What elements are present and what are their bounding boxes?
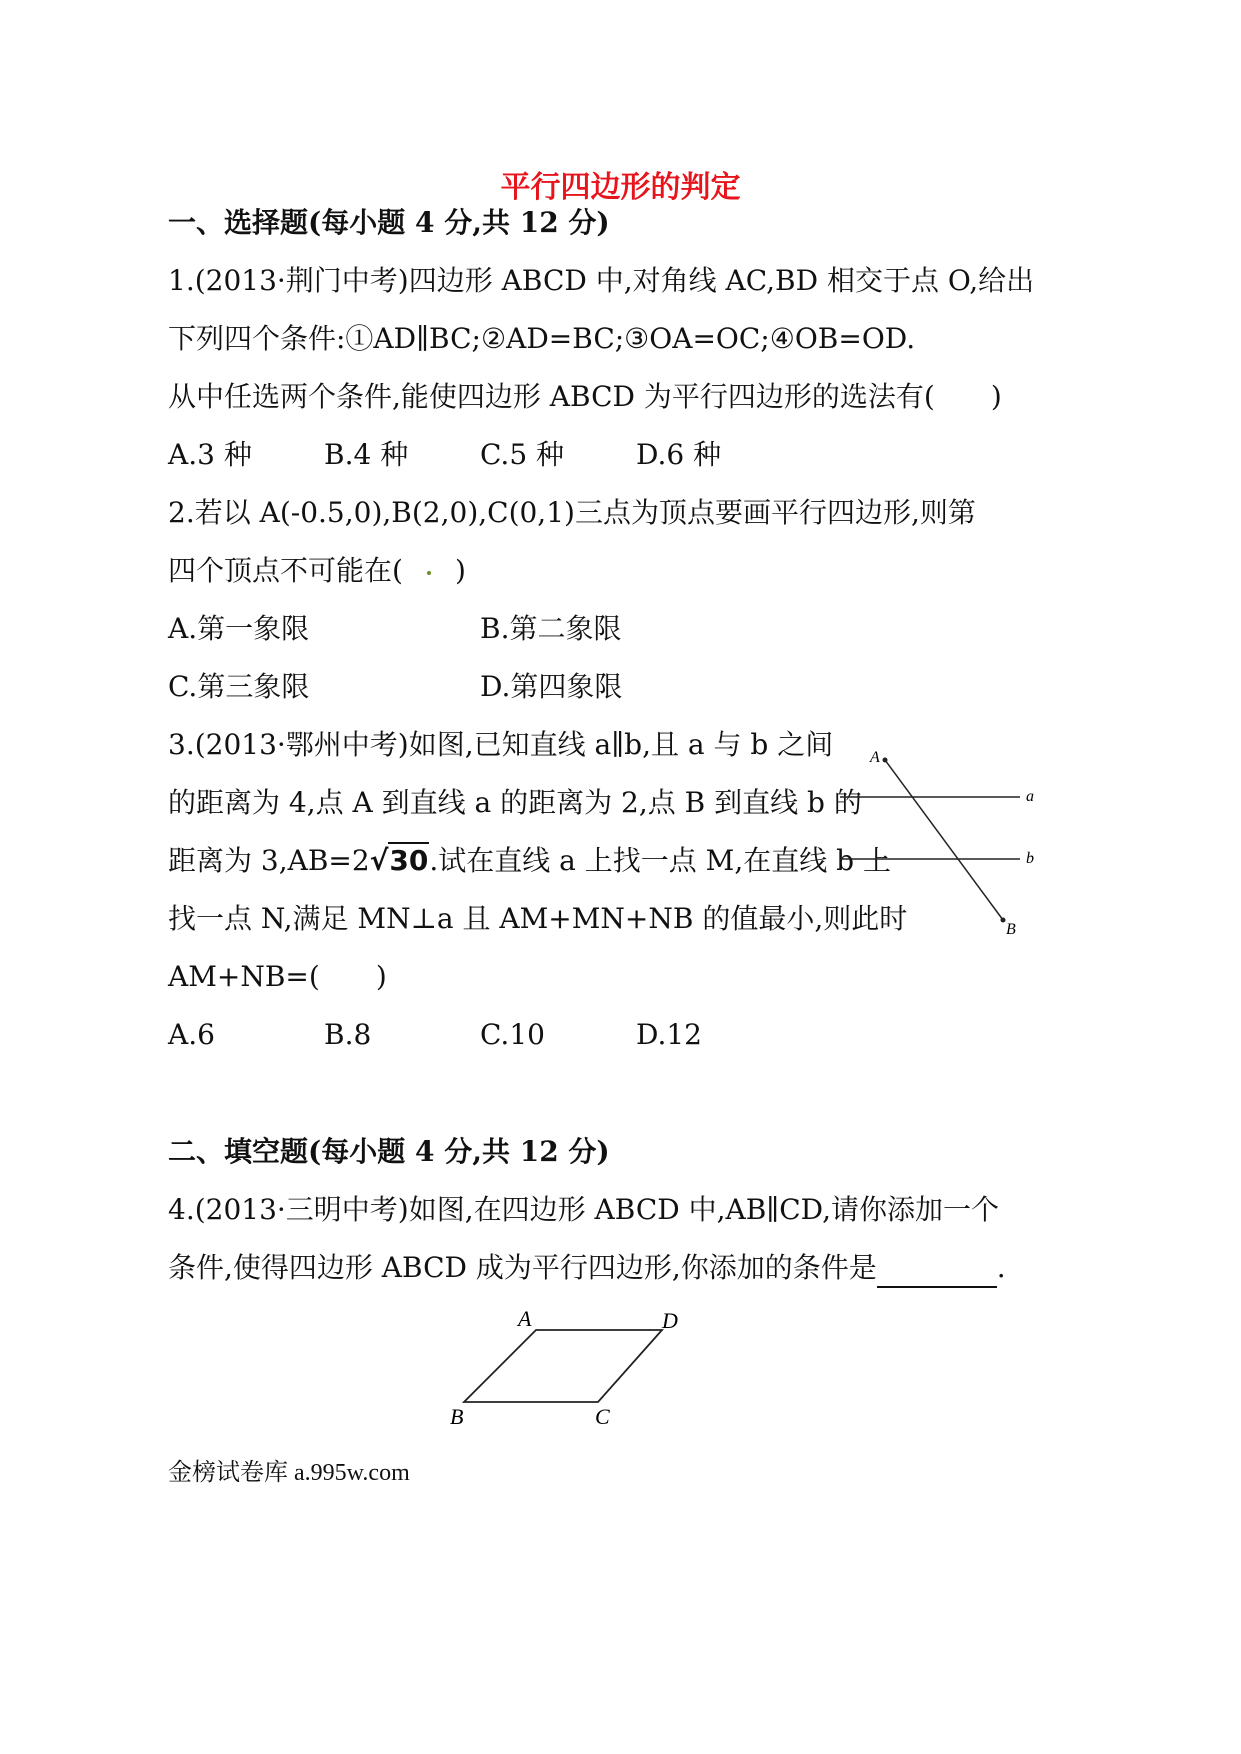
section-heading-fill: 二、填空题(每小题 4 分,共 12 分) <box>168 1135 610 1168</box>
label-vertex-d: D <box>662 1308 678 1333</box>
q4-line2-before: 条件,使得四边形 ABCD 成为平行四边形,你添加的条件是 <box>168 1251 877 1284</box>
q3-line3 <box>168 841 891 881</box>
sqrt-radicand: 30 <box>389 844 429 877</box>
q2-line1: 2.若以 A(-0.5,0),B(2,0),C(0,1)三点为顶点要画平行四边形,则第 <box>168 496 976 529</box>
q3-option-a: A.6 <box>168 1018 215 1051</box>
q2-option-a: A.第一象限 <box>168 612 310 645</box>
q3-line2: 的距离为 4,点 A 到直线 a 的距离为 2,点 B 到直线 b 的 <box>168 786 862 819</box>
q3-option-d: D.12 <box>636 1018 702 1051</box>
q4-line2-after: . <box>996 1251 1006 1284</box>
q4-figure-parallelogram <box>440 1300 700 1440</box>
q2-line2-before: 四个顶点不可能在( <box>168 554 403 587</box>
q3-line5: AM+NB=( ) <box>168 960 387 993</box>
label-vertex-b: B <box>450 1404 464 1429</box>
sqrt-expression <box>370 841 430 881</box>
q1-option-b: B.4 种 <box>324 438 409 471</box>
sqrt-sign: √ <box>369 844 389 877</box>
point-b-dot <box>1001 918 1006 923</box>
q1-line1: 1.(2013·荆门中考)四边形 ABCD 中,对角线 AC,BD 相交于点 O,给出 <box>168 264 1035 297</box>
q1-option-d: D.6 种 <box>636 438 722 471</box>
parallelogram-abcd <box>464 1330 662 1402</box>
q1-line3: 从中任选两个条件,能使四边形 ABCD 为平行四边形的选法有( ) <box>168 380 1002 413</box>
label-point-b: B <box>1006 921 1016 938</box>
label-line-b: b <box>1026 850 1034 867</box>
q3-option-b: B.8 <box>324 1018 372 1051</box>
label-vertex-a: A <box>518 1306 532 1331</box>
q3-line3-before: 距离为 3,AB=2 <box>168 844 370 877</box>
q1-option-c: C.5 种 <box>480 438 565 471</box>
q2-line2 <box>168 551 466 591</box>
q1-line2: 下列四个条件:①AD∥BC;②AD=BC;③OA=OC;④OB=OD. <box>168 322 916 355</box>
q2-option-d: D.第四象限 <box>480 670 623 703</box>
label-point-a: A <box>870 749 880 766</box>
stray-dot-mark <box>427 571 431 575</box>
q3-line1: 3.(2013·鄂州中考)如图,已知直线 a∥b,且 a 与 b 之间 <box>168 728 834 761</box>
answer-blank[interactable] <box>877 1256 997 1288</box>
label-vertex-c: C <box>595 1404 610 1429</box>
q4-line1: 4.(2013·三明中考)如图,在四边形 ABCD 中,AB∥CD,请你添加一个 <box>168 1193 1000 1226</box>
q3-line3-after: .试在直线 a 上找一点 M,在直线 b 上 <box>429 844 891 877</box>
section-heading-choice: 一、选择题(每小题 4 分,共 12 分) <box>168 206 610 239</box>
q3-figure-parallel-lines <box>830 740 1050 940</box>
q2-option-b: B.第二象限 <box>480 612 622 645</box>
q4-line2 <box>168 1248 1006 1288</box>
q3-option-c: C.10 <box>480 1018 545 1051</box>
q1-option-a: A.3 种 <box>168 438 252 471</box>
segment-ab <box>885 760 1003 920</box>
footer-source: 金榜试卷库 a.995w.com <box>168 1460 410 1486</box>
q2-line2-after: ) <box>454 554 466 587</box>
q2-answer-space <box>403 551 455 591</box>
q3-line4: 找一点 N,满足 MN⊥a 且 AM+MN+NB 的值最小,则此时 <box>168 902 908 935</box>
page-title: 平行四边形的判定 <box>500 170 741 205</box>
point-a-dot <box>883 758 888 763</box>
label-line-a: a <box>1026 788 1034 805</box>
q2-option-c: C.第三象限 <box>168 670 310 703</box>
